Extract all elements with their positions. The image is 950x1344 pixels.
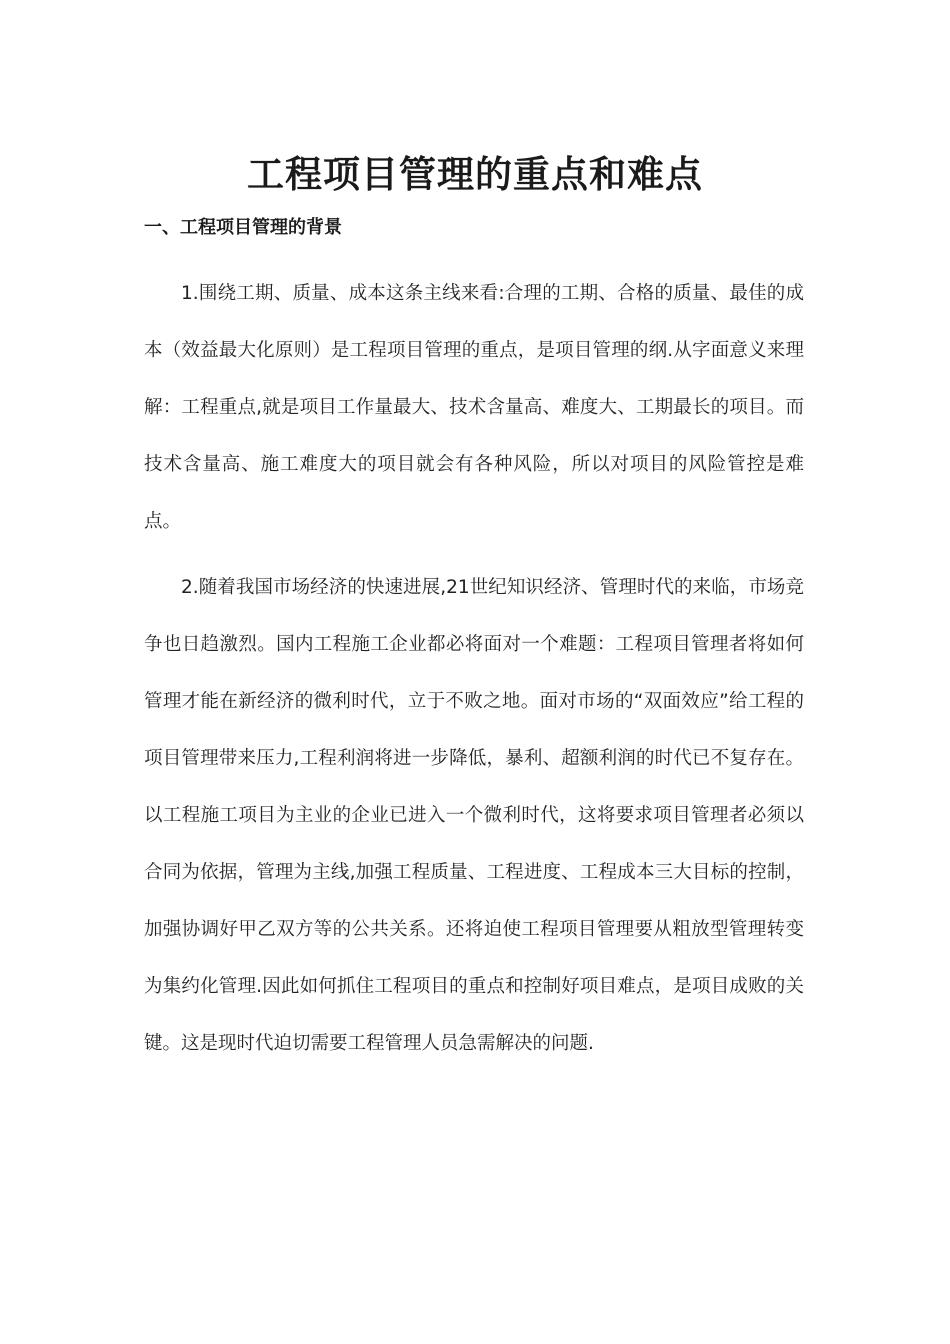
paragraph-1: 1.围绕工期、质量、成本这条主线来看:合理的工期、合格的质量、最佳的成本（效益最大化原则）是工程项目管理的重点，是项目管理的纲.从字面意义来理解：工程重点,就是项目工作量最大、技术含量高、难度大、工期最长的项目。而技术含量高、施工难度大的项目就会有各种风险，所以对项目的风险管控是难点。 <box>144 283 804 532</box>
section-heading: 一、工程项目管理的背景 <box>144 217 342 238</box>
document-title: 工程项目管理的重点和难点 <box>247 151 703 196</box>
paragraph-2: 2.随着我国市场经济的快速进展,21世纪知识经济、管理时代的来临，市场竞争也日趋激烈。国内工程施工企业都必将面对一个难题：工程项目管理者将如何管理才能在新经济的微利时代，立于不败之地。面对市场的“双面效应”给工程的项目管理带来压力,工程利润将进一步降低，暴利、超额利润的时代已不复存在。以工程施工项目为主业的企业已进入一个微利时代，这将要求项目管理者必须以合同为依据，管理为主线,加强工程质量、工程进度、工程成本三大目标的控制，加强协调好甲乙双方等的公共关系。还将迫使工程项目管理要从粗放型管理转变为集约化管理.因此如何抓住工程项目的重点和控制好项目难点，是项目成败的关键。这是现时代迫切需要工程管理人员急需解决的问题. <box>144 577 804 1054</box>
